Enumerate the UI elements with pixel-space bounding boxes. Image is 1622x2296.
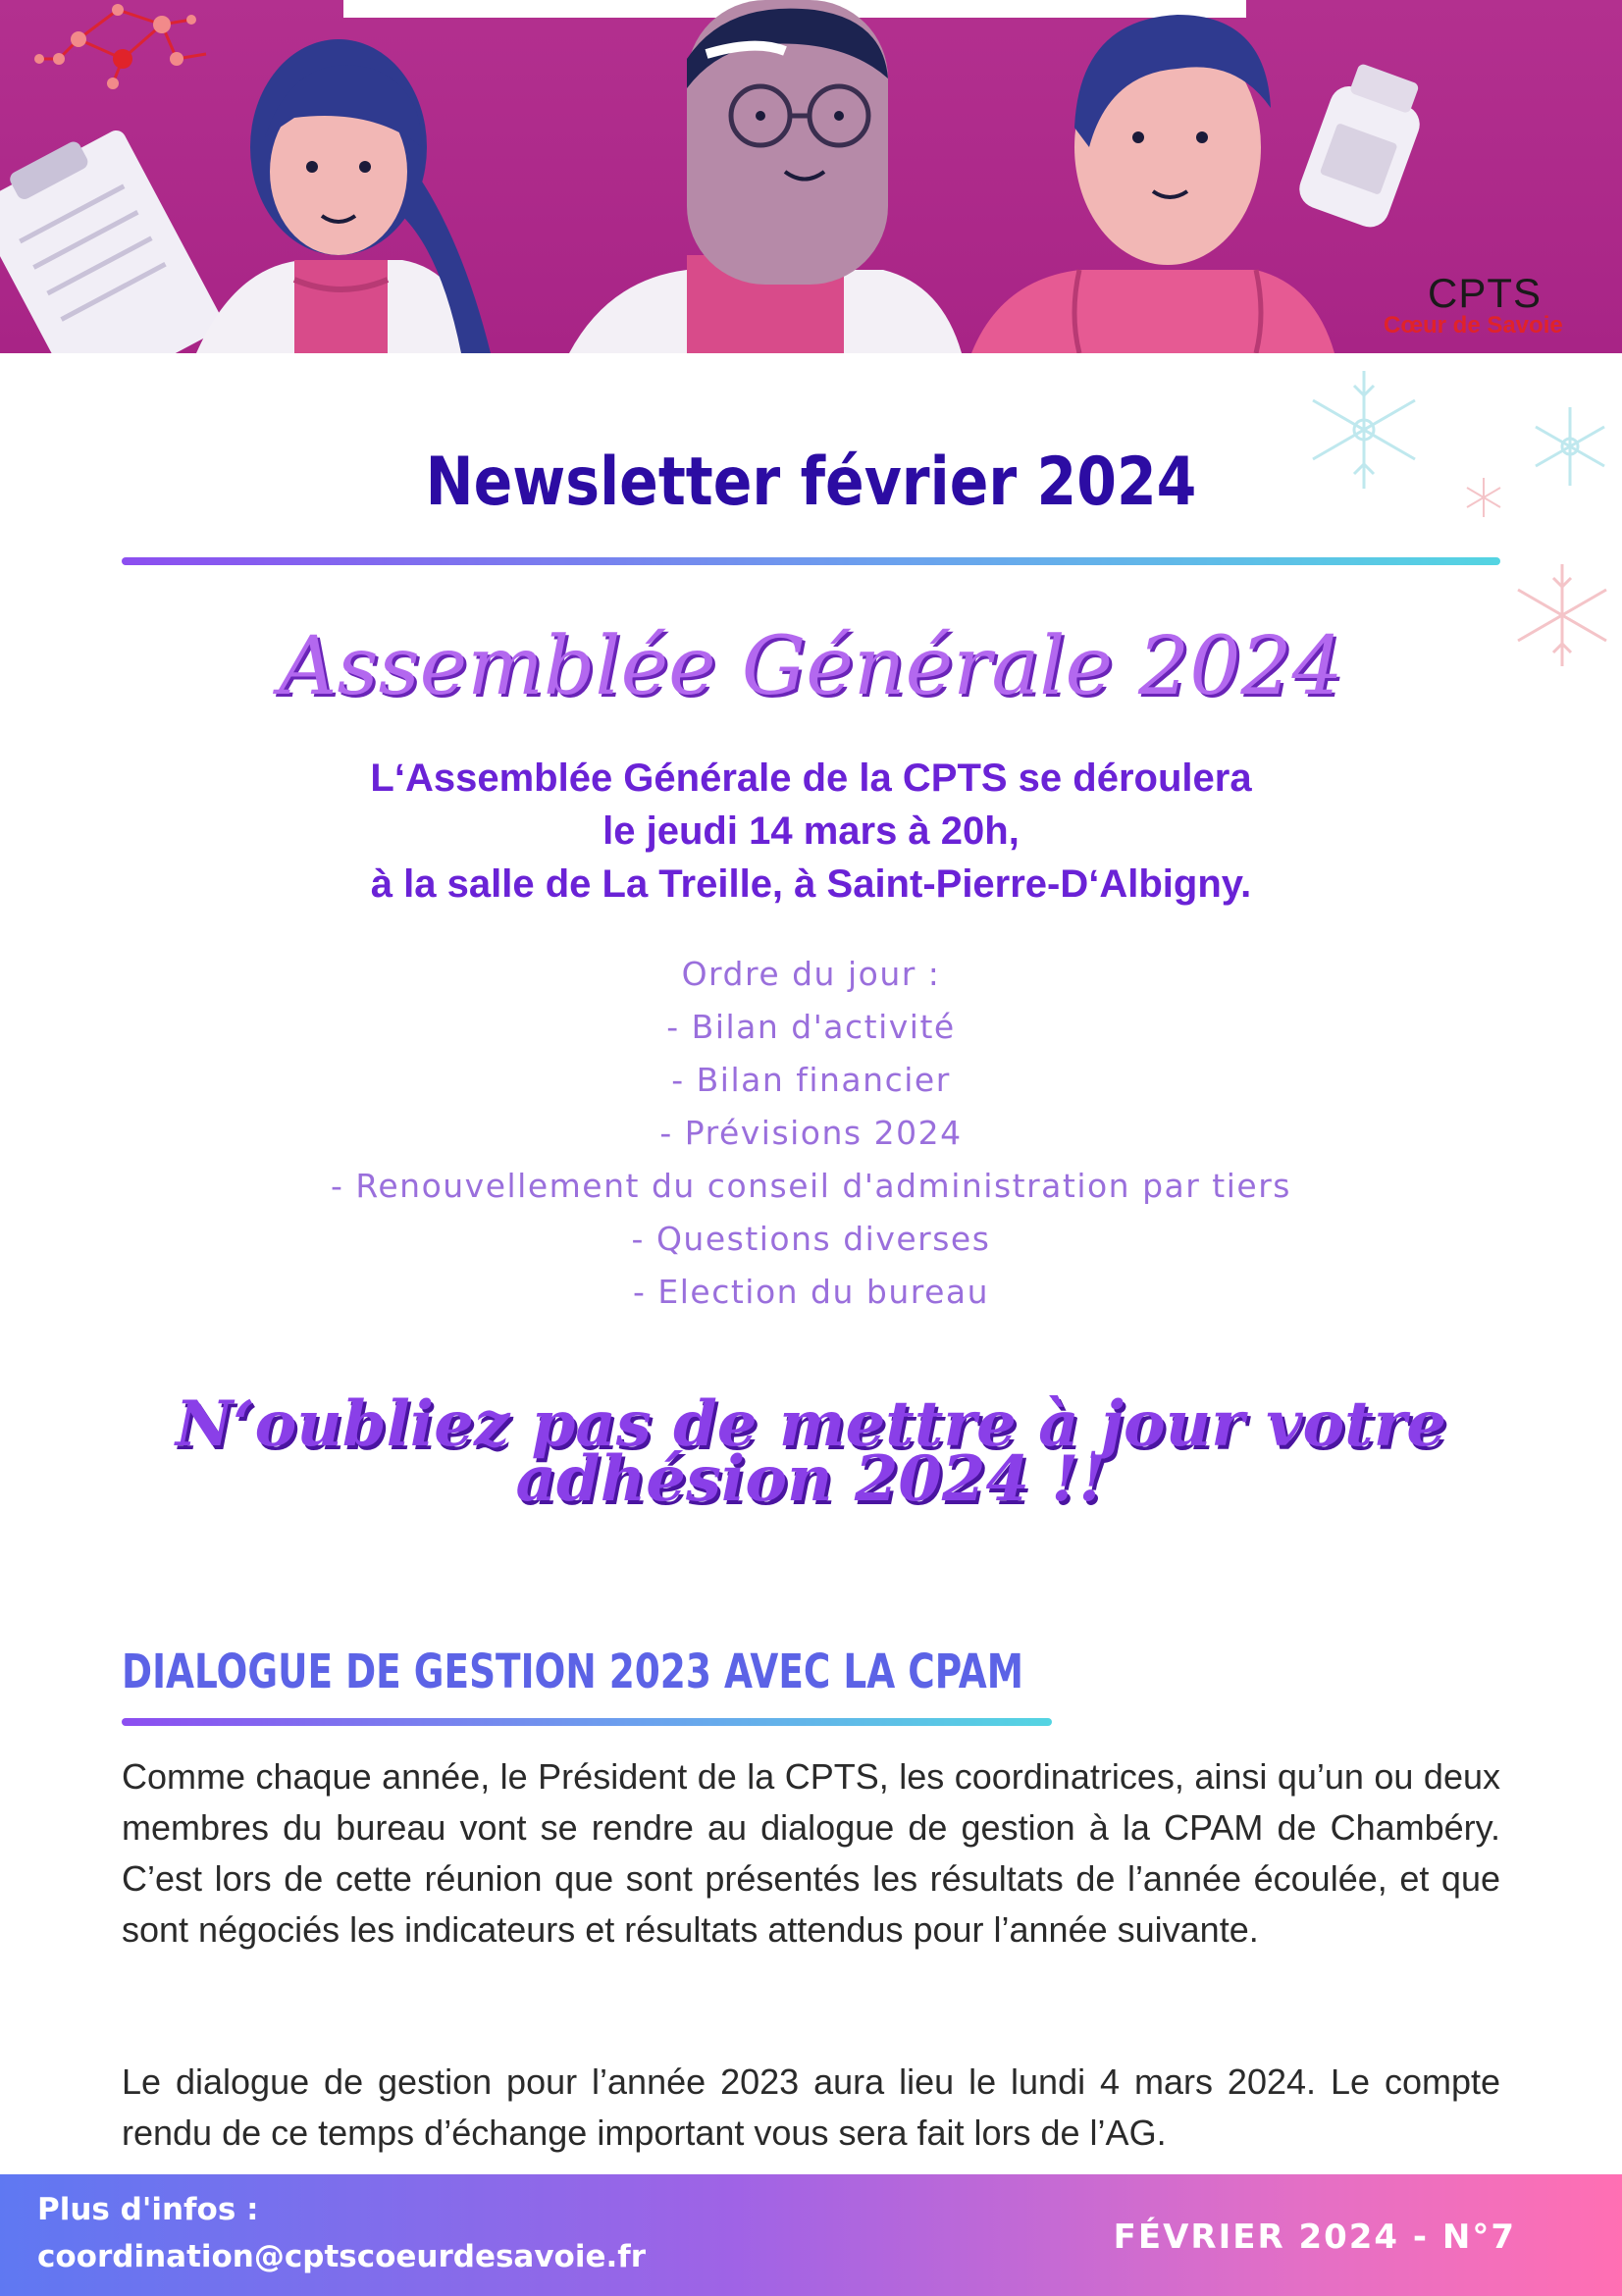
logo-subtitle: Cœur de Savoie bbox=[1384, 312, 1563, 339]
health-professionals-illustration bbox=[0, 0, 1622, 353]
footer-bar bbox=[0, 2174, 1622, 2296]
agenda-item: - Bilan financier bbox=[671, 1061, 951, 1099]
agenda-item: - Renouvellement du conseil d'administration par tiers bbox=[331, 1167, 1291, 1205]
section-divider bbox=[122, 1718, 1052, 1726]
newsletter-title: Newsletter février 2024 bbox=[425, 444, 1197, 521]
agenda-list bbox=[0, 948, 1622, 1319]
medicine-bottle bbox=[1294, 58, 1434, 233]
assembly-line: le jeudi 14 mars à 20h, bbox=[602, 809, 1020, 853]
cpts-logo-icon bbox=[0, 0, 235, 172]
reminder-line: N‘oubliez pas de mettre à jour votre bbox=[175, 1387, 1447, 1461]
assembly-line: L‘Assemblée Générale de la CPTS se déroulera bbox=[370, 757, 1252, 800]
agenda-title: Ordre du jour : bbox=[681, 955, 941, 993]
logo-name: CPTS bbox=[1428, 270, 1543, 316]
nurse-figure bbox=[971, 15, 1334, 353]
agenda-item: - Prévisions 2024 bbox=[659, 1114, 963, 1152]
section-title: DIALOGUE DE GESTION 2023 AVEC LA CPAM bbox=[122, 1644, 1024, 1699]
footer-email-link[interactable]: coordination@cptscoeurdesavoie.fr bbox=[37, 2239, 647, 2274]
assembly-title: Assemblée Générale 2024 bbox=[279, 620, 1343, 713]
footer-edition: FÉVRIER 2024 - N°7 bbox=[1113, 2218, 1516, 2257]
woman-figure bbox=[196, 39, 491, 353]
reminder-line: adhésion 2024 !! bbox=[515, 1442, 1107, 1516]
header-illustration bbox=[0, 0, 1622, 353]
doctor-figure bbox=[569, 0, 962, 353]
section-paragraph: Le dialogue de gestion pour l’année 2023 aura lieu le lundi 4 mars 2024. Le compte rendu de ce temps d’échange important vous sera fait lors de l’AG. bbox=[122, 2061, 1500, 2153]
title-divider bbox=[122, 557, 1500, 565]
agenda-item: - Election du bureau bbox=[632, 1273, 990, 1311]
footer-info-label: Plus d'infos : bbox=[37, 2192, 259, 2227]
assembly-line: à la salle de La Treille, à Saint-Pierre-D‘Albigny. bbox=[370, 862, 1252, 906]
section-paragraph: Comme chaque année, le Président de la CPTS, les coordinatrices, ainsi qu’un ou deux membres du bureau vont se rendre au dialogue de gestion à la CPAM de Chambéry. C’est lors de cette réunion que sont présentés les résultats de l’année écoulée, et que sont négociés les indicateurs et résultats attendus pour l’année suivante. bbox=[122, 1756, 1500, 1950]
assembly-announcement bbox=[0, 752, 1622, 911]
snowflake-icon bbox=[1526, 402, 1614, 491]
membership-reminder bbox=[0, 1387, 1622, 1516]
agenda-item: - Questions diverses bbox=[631, 1220, 991, 1258]
agenda-item: - Bilan d'activité bbox=[666, 1008, 956, 1046]
